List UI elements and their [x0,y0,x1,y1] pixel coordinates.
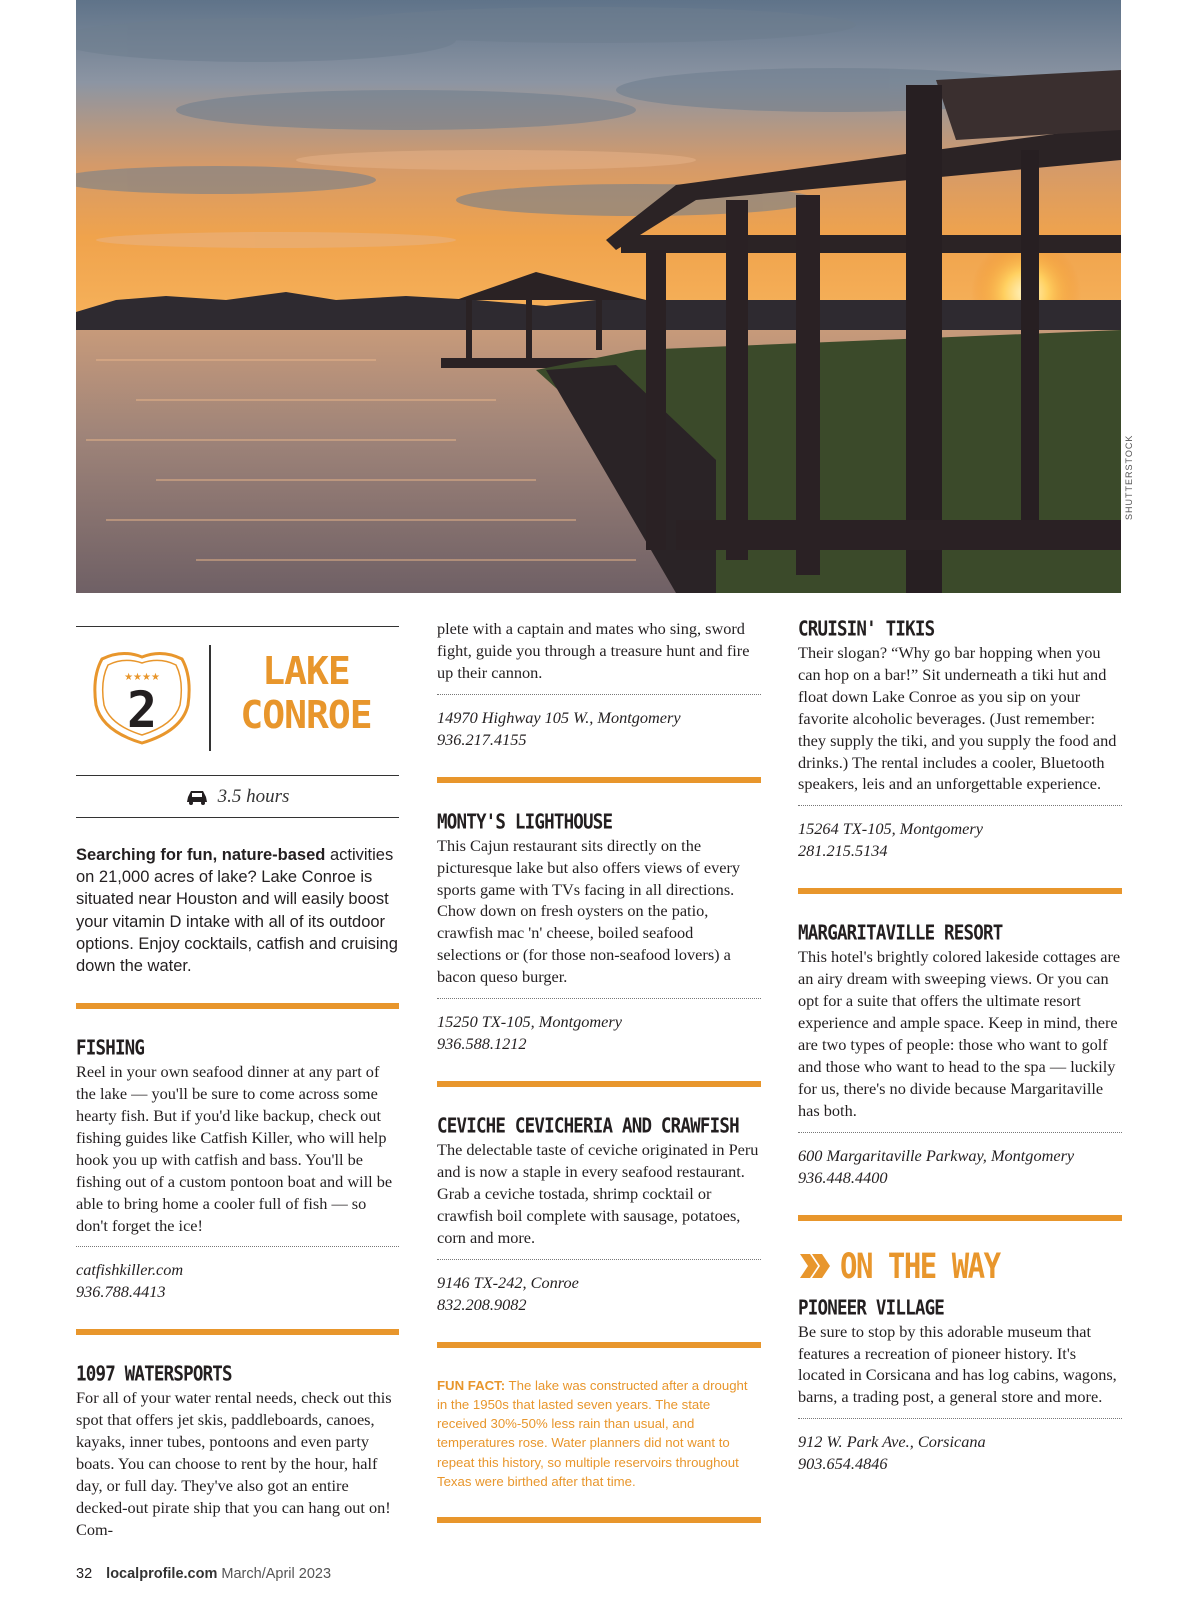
lake-sunset-image [76,0,1121,593]
footer-issue: March/April 2023 [221,1566,332,1582]
contact-phone: 903.654.4846 [798,1454,888,1474]
destination-title [226,649,386,737]
section-body-montys: This Cajun restaurant sits directly on the picturesque lake but also offers views of every sports game with TVs facing in all directions. Chow down on fresh oysters on the patio, crawfish mac 'n' cheese, boiled seafood selections or (for those non-seafood lovers) a bacon queso burger. [437,835,741,987]
contact-website[interactable]: catfishkiller.com [76,1260,184,1280]
car-icon [186,789,208,805]
contact-watersports [437,707,761,751]
dotted-rule [798,1418,1122,1419]
intro-paragraph [76,844,399,977]
section-body-fishing: Reel in your own seafood dinner at any part of the lake — you'll be sure to come across some hearty fish. But if you'd like backup, check out fishing guides like Catfish Killer, who will help hook you up with catfish and bass. You'll be fishing out of a custom pontoon boat and will be able to bring home a cooler full of fish — so don't forget the ice! [76,1062,393,1235]
contact-address: 600 Margaritaville Parkway, Montgomery [798,1145,1075,1165]
contact-address: 15264 TX-105, Montgomery [798,819,983,839]
contact-phone: 281.215.5134 [798,841,888,861]
page-footer [76,1566,331,1582]
destination-title-line2: CONROE [240,693,372,737]
column-left [76,618,399,1541]
section-heading-margaritaville: MARGARITAVILLE RESORT [798,922,1003,946]
on-the-way-heading [798,1245,1122,1286]
dotted-rule [798,805,1122,806]
contact-phone: 832.208.9082 [437,1294,527,1314]
section-divider [798,888,1122,894]
contact-address: 9146 TX-242, Conroe [437,1272,579,1292]
photo-credit: SHUTTERSTOCK [1124,434,1134,520]
badge-divider [209,645,211,751]
contact-ceviche [437,1272,761,1316]
contact-montys [437,1011,761,1055]
section-body-watersports: For all of your water rental needs, check out this spot that offers jet skis, paddleboards, canoes, kayaks, inner tubes, pontoons and even party boats. You can choose to rent by the hour, half day, or full day. They've also got an entire decked-out pirate ship that you can hang out on! Com- [76,1388,392,1539]
contact-tikis [798,818,1122,862]
contact-phone: 936.448.4400 [798,1167,888,1187]
badge-number: 2 [126,681,158,739]
route-shield-icon [92,647,192,747]
page-number: 32 [76,1566,93,1582]
contact-address: 14970 Highway 105 W., Montgomery [437,707,681,727]
section-heading-tikis: CRUISIN' TIKIS [798,618,935,641]
section-divider [437,1342,761,1348]
section-body-pioneer-village: Be sure to stop by this adorable museum that features a recreation of pioneer history. It's located in Corsicana and has log cabins, wagons, barns, a trading post, a general store and more. [798,1321,1117,1407]
dotted-rule [437,694,761,695]
hero-photo [76,0,1121,593]
contact-address: 15250 TX-105, Montgomery [437,1012,622,1032]
column-middle [437,618,761,1551]
section-divider [798,1215,1122,1221]
dotted-rule [437,998,761,999]
drive-time [76,776,399,818]
contact-pioneer-village [798,1431,1122,1475]
section-body-margaritaville: This hotel's brightly colored lakeside cottages are an airy dream with sweeping views. Or you can opt for a suite that offers the ultimate resort experience and ample space. Keep in mind, there are two types of people: those who want to golf and those who want to head to the spa — luckily for us, there's no divide because Margaritaville has both. [798,947,1121,1120]
fun-fact-label: FUN FACT: [437,1377,506,1393]
contact-phone: 936.588.1212 [437,1034,527,1054]
dotted-rule [437,1259,761,1260]
on-the-way-title: ON THE WAY [840,1245,1000,1286]
intro-lead: Searching for fun, nature-based [76,846,326,864]
section-heading-watersports: 1097 WATERSPORTS [76,1363,232,1387]
destination-badge [76,626,399,776]
section-body-watersports-continued: plete with a captain and mates who sing, sword fight, guide you through a treasure hunt and fire up their cannon. [437,619,750,682]
section-body-ceviche: The delectable taste of ceviche originated in Peru and is now a staple in every seafood restaurant. Grab a ceviche tostada, shrimp cocktail or crawfish boil complete with sausage, potatoes, corn and more. [437,1140,759,1247]
section-divider [76,1003,399,1009]
badge-stars: ★★★★ [124,672,160,683]
contact-phone: 936.788.4413 [76,1282,166,1302]
section-divider [437,777,761,783]
intro-text: activities on 21,000 acres of lake? Lake Conroe is situated near Houston and will easily boost your vitamin D intake with all of its outdoor options. Enjoy cocktails, catfish and cruising down the water. [76,846,398,976]
section-divider [437,1517,761,1523]
contact-address: 912 W. Park Ave., Corsicana [798,1432,986,1452]
section-heading-fishing: FISHING [76,1037,145,1061]
fun-fact-text: The lake was constructed after a drought in the 1950s that lasted seven years. The state received 30%-50% less rain than usual, and temperatures rose. Water planners did not want to repeat this history, so multiple reservoirs throughout Texas were birthed after that time. [437,1377,748,1490]
section-heading-ceviche: CEVICHE CEVICHERIA AND CRAWFISH [437,1115,739,1139]
section-divider [76,1329,399,1335]
dotted-rule [76,1246,399,1247]
section-heading-montys: MONTY'S LIGHTHOUSE [437,810,613,834]
fun-fact [437,1376,761,1492]
footer-site[interactable]: localprofile.com [106,1566,218,1582]
double-chevron-icon [798,1252,832,1280]
column-right [798,618,1122,1475]
drive-time-text: 3.5 hours [217,785,290,807]
section-body-tikis: Their slogan? “Why go bar hopping when you can hop on a bar!” Sit underneath a tiki hut and float down Lake Conroe as you sip on your favorite alcoholic beverages. (Just remember: they supply the tiki, and you supply the food and drinks.) The rental includes a cooler, Bluetooth speakers, leis and an unforgettable experience. [798,643,1117,794]
dotted-rule [798,1132,1122,1133]
destination-title-line1: LAKE [262,649,350,693]
section-heading-pioneer-village: PIONEER VILLAGE [798,1296,945,1320]
contact-phone: 936.217.4155 [437,729,527,749]
section-divider [437,1081,761,1087]
contact-fishing [76,1259,399,1303]
contact-margaritaville [798,1145,1122,1189]
